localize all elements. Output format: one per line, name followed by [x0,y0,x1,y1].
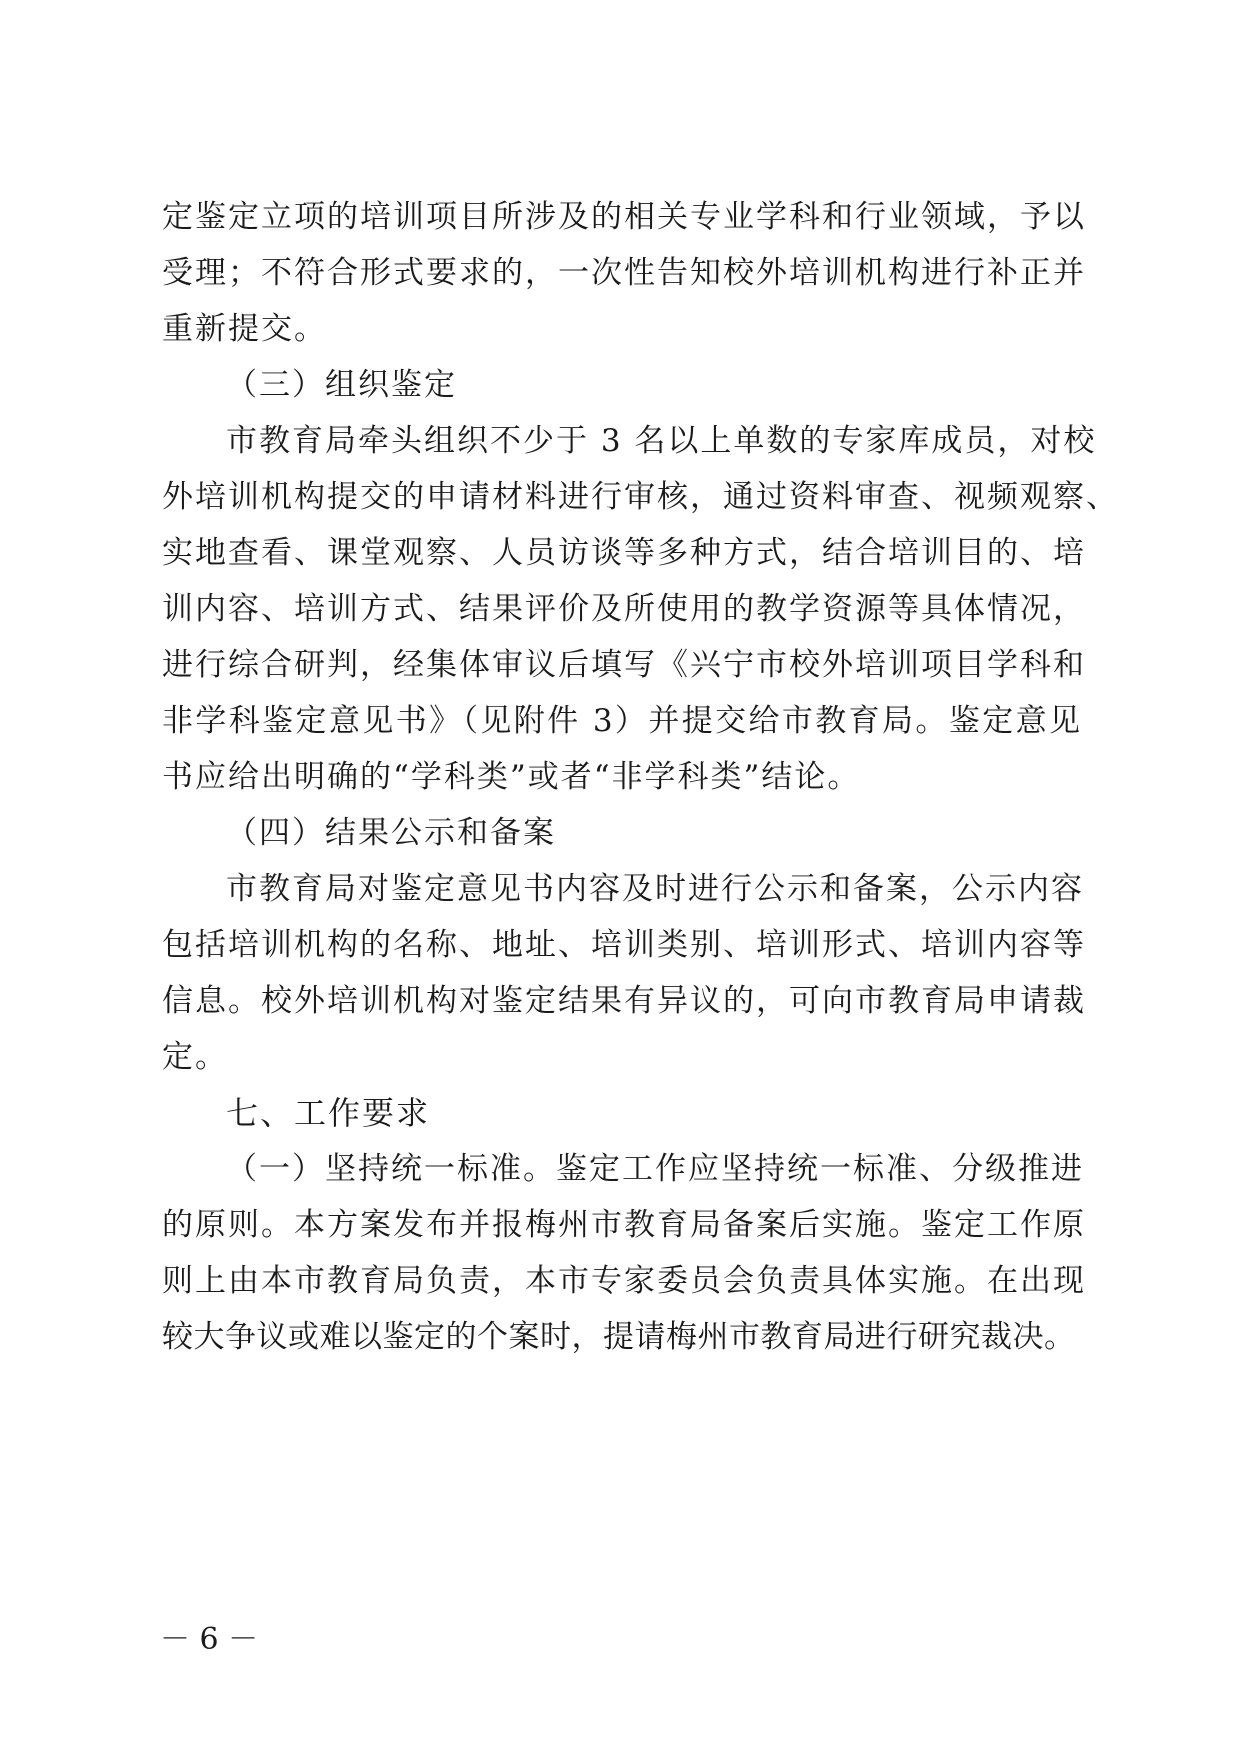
paragraph-line: 包括培训机构的名称、地址、培训类别、培训形式、培训内容等 [162,927,1086,963]
paragraph-line: 则上由本市教育局负责，本市专家委员会负责具体实施。在出现 [162,1263,1086,1299]
paragraph-lead-rest: 鉴定工作应坚持统一标准、分级推进 [556,1151,1084,1187]
paragraph-lead: （一）坚持统一标准。 [226,1151,556,1187]
paragraph-line: 较大争议或难以鉴定的个案时，提请梅州市教育局进行研究裁决。 [162,1319,1076,1355]
paragraph-line: 实地查看、课堂观察、人员访谈等多种方式，结合培训目的、培 [162,535,1086,571]
paragraph-line: 外培训机构提交的申请材料进行审核，通过资料审查、视频观察、 [162,479,1119,515]
section-heading-7: 七、工作要求 [226,1094,431,1132]
paragraph-line: 市教育局对鉴定意见书内容及时进行公示和备案，公示内容 [226,871,1084,907]
section-heading-4: （四）结果公示和备案 [226,815,556,851]
paragraph-line: 书应给出明确的“学科类”或者“非学科类”结论。 [162,759,861,795]
page-number: － 6 － [160,1622,259,1657]
paragraph-line: 非学科鉴定意见书》（见附件 3）并提交给市教育局。鉴定意见 [162,703,1082,739]
paragraph-line: 定。 [162,1039,228,1075]
paragraph-line-first [226,1149,1082,1189]
paragraph-line: 进行综合研判，经集体审议后填写《兴宁市校外培训项目学科和 [162,647,1086,683]
paragraph-line: 信息。校外培训机构对鉴定结果有异议的，可向市教育局申请裁 [162,983,1086,1019]
paragraph-line: 受理；不符合形式要求的，一次性告知校外培训机构进行补正并 [162,255,1086,291]
paragraph-line: 重新提交。 [162,311,327,347]
section-heading-3: （三）组织鉴定 [226,367,457,403]
paragraph-line: 市教育局牵头组织不少于 3 名以上单数的专家库成员，对校 [226,423,1097,459]
paragraph-line: 的原则。本方案发布并报梅州市教育局备案后实施。鉴定工作原 [162,1207,1086,1243]
paragraph-line: 定鉴定立项的培训项目所涉及的相关专业学科和行业领域，予以 [162,199,1086,235]
paragraph-line: 训内容、培训方式、结果评价及所使用的教学资源等具体情况， [162,591,1086,627]
